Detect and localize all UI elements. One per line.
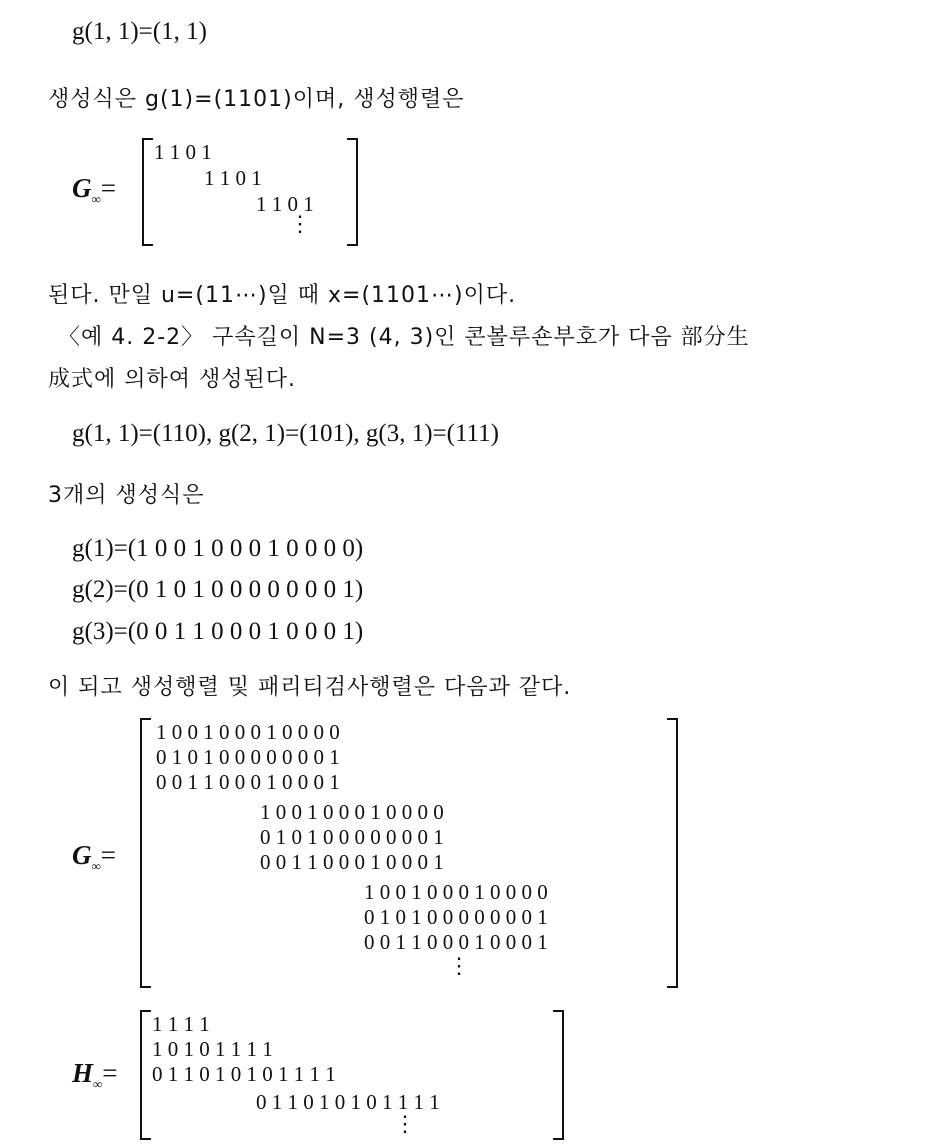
matrix2: [140, 718, 678, 988]
text-example-continued: 成式에 의하여 생성된다.: [48, 367, 296, 392]
matrix2-left-bracket: [140, 718, 151, 988]
matrix2-row: 1 0 0 1 0 0 0 1 0 0 0 0: [364, 880, 548, 904]
equation-g11: g(1, 1)=(1, 1): [72, 18, 207, 45]
matrix2-row: 0 0 1 1 0 0 0 1 0 0 0 1: [156, 770, 340, 794]
matrix1-row: 1 1 0 1: [256, 192, 314, 216]
equation-g2: g(2)=(0 1 0 1 0 0 0 0 0 0 0 1): [72, 576, 364, 603]
matrix1: [142, 138, 358, 246]
matrix3: [140, 1010, 564, 1140]
text-example-heading: 〈예 4. 2-2〉 구속길이 N=3 (4, 3)인 콘볼루숀부호가 다음 部分生: [58, 325, 750, 350]
matrix3-left-bracket: [140, 1010, 151, 1140]
text-example-input: 된다. 만일 u=(11⋯)일 때 x=(1101⋯)이다.: [48, 283, 517, 308]
matrix1-label: $G_\infty=$: [72, 173, 117, 207]
matrix1-left-bracket: [142, 138, 153, 246]
text-generator-polynomial: 생성식은 g(1)=(1101)이며, 생성행렬은: [48, 87, 465, 112]
matrix2-row: 1 0 0 1 0 0 0 1 0 0 0 0: [260, 800, 444, 824]
matrix2-row: 0 1 0 1 0 0 0 0 0 0 0 1: [260, 825, 444, 849]
matrix2-vertical-dots: ⋮: [448, 953, 470, 978]
matrix3-row: 0 1 1 0 1 0 1 0 1 1 1 1: [152, 1062, 336, 1086]
matrix2-row: 0 0 1 1 0 0 0 1 0 0 0 1: [260, 850, 444, 874]
matrix2-row: 0 0 1 1 0 0 0 1 0 0 0 1: [364, 930, 548, 954]
equation-g1: g(1)=(1 0 0 1 0 0 0 1 0 0 0 0): [72, 535, 364, 562]
matrix2-row: 0 1 0 1 0 0 0 0 0 0 0 1: [364, 905, 548, 929]
matrix2-label: $G_\infty=$: [72, 840, 117, 874]
matrix1-row: 1 1 0 1: [154, 140, 212, 164]
matrix3-vertical-dots: ⋮: [394, 1111, 416, 1136]
matrix1-right-bracket: [347, 138, 358, 246]
matrix1-vertical-dots: ⋮: [289, 211, 311, 236]
text-matrices-intro: 이 되고 생성행렬 및 패리티검사행렬은 다음과 같다.: [48, 675, 572, 700]
matrix2-row: 1 0 0 1 0 0 0 1 0 0 0 0: [156, 720, 340, 744]
matrix3-right-bracket: [553, 1010, 564, 1140]
equation-g3: g(3)=(0 0 1 1 0 0 0 1 0 0 0 1): [72, 618, 364, 645]
matrix2-right-bracket: [667, 718, 678, 988]
matrix3-row: 1 0 1 0 1 1 1 1: [152, 1037, 273, 1061]
matrix2-row: 0 1 0 1 0 0 0 0 0 0 0 1: [156, 745, 340, 769]
matrix1-row: 1 1 0 1: [204, 166, 262, 190]
matrix3-label: $H_\infty=$: [72, 1058, 118, 1092]
equation-partial-generators: g(1, 1)=(110), g(2, 1)=(101), g(3, 1)=(111): [72, 420, 499, 447]
matrix3-row: 1 1 1 1: [152, 1012, 210, 1036]
matrix3-row: 0 1 1 0 1 0 1 0 1 1 1 1: [256, 1090, 440, 1114]
text-three-generators: 3개의 생성식은: [48, 483, 205, 508]
